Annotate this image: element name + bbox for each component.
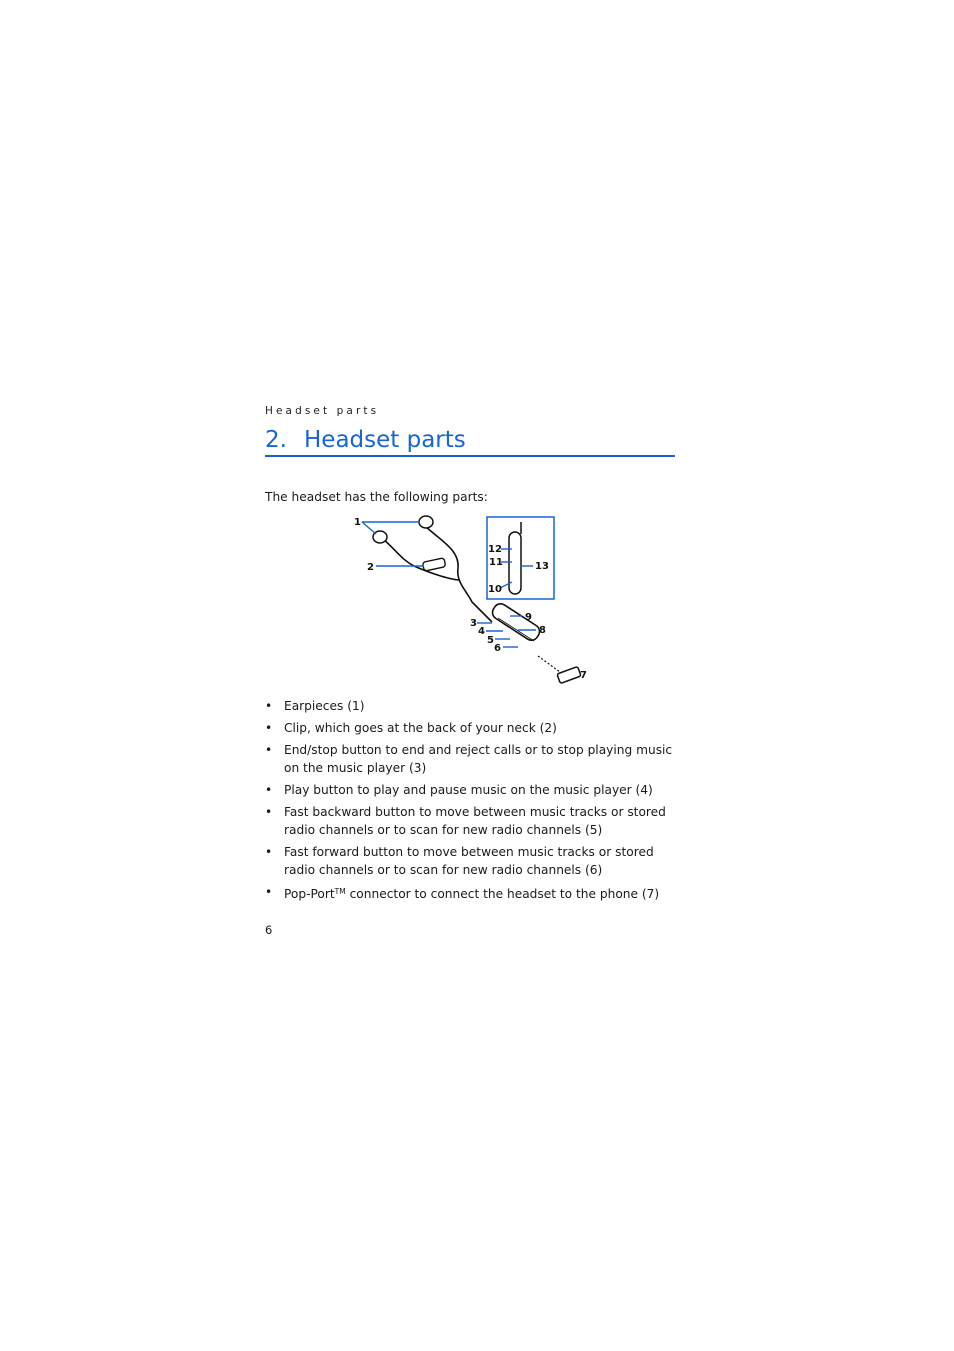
callout-6: 6 — [494, 643, 501, 654]
popport-suffix: connector to connect the headset to the phone (7) — [345, 887, 660, 901]
list-item-text: Play button to play and pause music on the music player (4) — [284, 783, 653, 797]
callout-13: 13 — [535, 561, 549, 572]
cable-left — [382, 538, 460, 580]
list-item-popport — [265, 883, 677, 903]
callout-12: 12 — [488, 544, 502, 555]
bullet: • — [265, 721, 273, 735]
callout-5: 5 — [487, 635, 494, 646]
bullet: • — [265, 783, 273, 797]
headset-diagram — [340, 510, 600, 690]
list-item-text: Fast forward button to move between music tracks or stored radio channels or to scan for new radio channels (6) — [284, 845, 654, 877]
running-header: Headset parts — [265, 405, 380, 417]
cable-connector — [538, 656, 560, 672]
neck-clip — [422, 558, 445, 571]
page-number: 6 — [265, 923, 273, 937]
callout-9: 9 — [525, 612, 532, 623]
earpiece-right — [419, 516, 433, 528]
popport-connector — [557, 667, 581, 684]
callout-1: 1 — [354, 517, 361, 528]
list-item — [265, 719, 677, 737]
popport-prefix: Pop-Port — [284, 887, 335, 901]
chapter-title-text: Headset parts — [304, 427, 466, 453]
callout-4: 4 — [478, 626, 485, 637]
callout-8: 8 — [539, 625, 546, 636]
list-item-text: Clip, which goes at the back of your neck (2) — [284, 721, 557, 735]
list-item — [265, 843, 677, 879]
remote-side-view — [509, 532, 521, 594]
chapter-number: 2. — [265, 427, 287, 453]
list-item — [265, 803, 677, 839]
list-item — [265, 697, 677, 715]
callout-7: 7 — [580, 670, 587, 681]
bullet: • — [265, 885, 273, 899]
callout-11: 11 — [489, 557, 503, 568]
bullet: • — [265, 805, 273, 819]
bullet: • — [265, 743, 273, 757]
chapter-title — [265, 427, 675, 457]
trademark-mark: TM — [334, 887, 346, 896]
list-item-text: Earpieces (1) — [284, 699, 365, 713]
callout-2: 2 — [367, 562, 374, 573]
intro-text: The headset has the following parts: — [265, 490, 488, 504]
remote-control — [490, 601, 542, 643]
callout-10: 10 — [488, 584, 502, 595]
list-item — [265, 741, 677, 777]
callout-3: 3 — [470, 618, 477, 629]
list-item-text: End/stop button to end and reject calls or to stop playing music on the music player (3) — [284, 743, 673, 775]
parts-list — [265, 697, 677, 907]
list-item — [265, 781, 677, 799]
list-item-text: Fast backward button to move between music tracks or stored radio channels or to scan for new radio channels (5) — [284, 805, 666, 837]
bullet: • — [265, 845, 273, 859]
bullet: • — [265, 699, 273, 713]
headset-illustration — [340, 510, 600, 690]
